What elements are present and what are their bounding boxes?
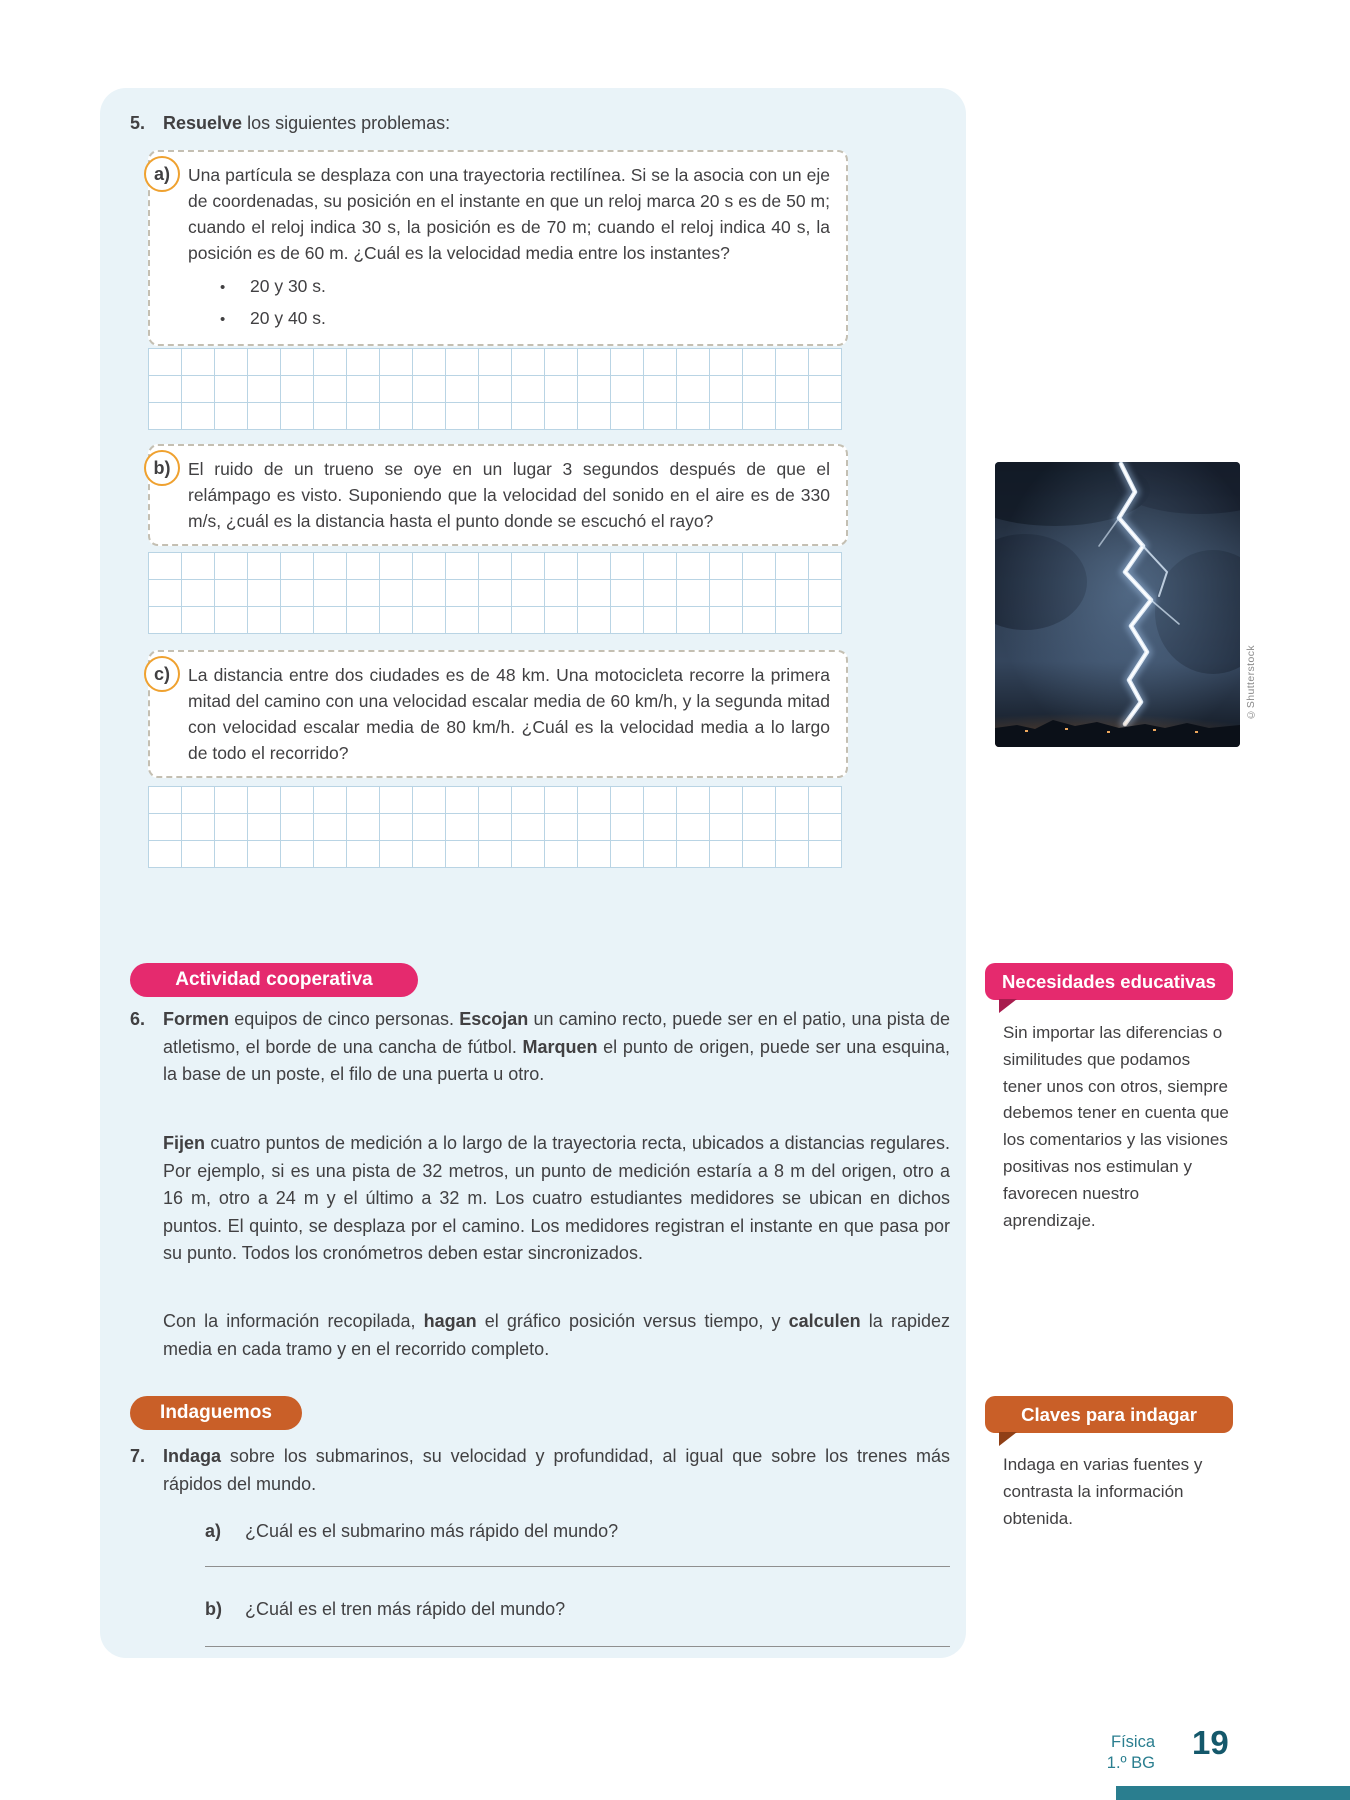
answer-grid-c — [148, 786, 842, 868]
lightning-photo — [995, 462, 1240, 747]
answer-grid-b — [148, 552, 842, 634]
exercise-6-number: 6. — [130, 1009, 146, 1029]
bullet-text: 20 y 30 s. — [250, 276, 326, 296]
problem-b-text: El ruido de un trueno se oye en un lugar 3 segundos después de que el relámpago es visto. Suponiendo que la velocidad del sonido en el aire es de 330 m/s, ¿cuál es la distancia hasta el punto donde se escuchó el rayo? — [188, 459, 830, 531]
question-b-text: ¿Cuál es el tren más rápido del mundo? — [245, 1599, 566, 1619]
problem-c-box — [148, 650, 848, 778]
problem-a-box — [148, 150, 848, 346]
exercise-5-title: Resuelve los siguientes problemas: — [163, 113, 451, 133]
footer-subject: Física — [1110, 1733, 1155, 1751]
problem-c-label: c) — [144, 656, 180, 692]
bullet-text: 20 y 40 s. — [250, 308, 326, 328]
question-a-row — [205, 1518, 618, 1545]
exercise-7-intro: Indaga sobre los submarinos, su velocidad y profundidad, al igual que sobre los trenes más rápidos del mundo. — [163, 1446, 950, 1494]
answer-line-b — [205, 1646, 950, 1647]
inquiry-keys-badge: Claves para indagar — [985, 1396, 1233, 1433]
footer-bar — [1116, 1786, 1350, 1800]
answer-grid-a — [148, 348, 842, 430]
inquire-badge: Indaguemos — [130, 1396, 302, 1430]
problem-a-bullet-2 — [188, 304, 830, 334]
question-b-row — [205, 1596, 565, 1623]
inquiry-keys-text: Indaga en varias fuentes y contrasta la información obtenida. — [1003, 1455, 1203, 1528]
footer-grade: 1.º BG — [1106, 1754, 1155, 1772]
lightning-illustration — [995, 462, 1240, 747]
problem-a-label: a) — [144, 156, 180, 192]
question-b-label: b) — [205, 1599, 222, 1619]
footer-subject-grade — [1030, 1732, 1155, 1774]
exercise-7-number: 7. — [130, 1446, 146, 1466]
bullet-icon: • — [220, 279, 226, 296]
photo-credit: ©Shutterstock — [1245, 645, 1257, 721]
special-needs-badge: Necesidades educativas — [985, 963, 1233, 1000]
problem-a-bullet-1 — [188, 272, 830, 302]
bullet-icon: • — [220, 311, 226, 328]
exercise-6-paragraph-1: Formen equipos de cinco personas. Escojan un camino recto, puede ser en el patio, una pista de atletismo, el borde de una cancha de fútbol. Marquen el punto de origen, puede ser una esquina, la base de un poste, el filo de una puerta u otro. — [163, 1009, 951, 1084]
exercise-5-number: 5. — [130, 113, 146, 133]
exercise-6-paragraph-2: Fijen cuatro puntos de medición a lo largo de la trayectoria recta, ubicados a distancias regulares. Por ejemplo, si es una pista de 32 metros, un punto de medición estaría a 8 m del origen, otro a 16 m, otro a 24 m y el último a 32 m. Los cuatro estudiantes medidores se ubican en dichos puntos. El quinto, se desplaza por el camino. Los medidores registran el instante en que pasa por su punto. Todos los cronómetros deben estar sincronizados. — [163, 1133, 950, 1263]
question-a-label: a) — [205, 1521, 222, 1541]
page-number: 19 — [1192, 1724, 1229, 1761]
problem-c-text: La distancia entre dos ciudades es de 48 km. Una motocicleta recorre la primera mitad del camino con una velocidad escalar media de 60 km/h, y la segunda mitad con velocidad escalar media de 80 km/h. ¿Cuál es la velocidad media a lo largo de todo el recorrido? — [188, 665, 830, 763]
problem-b-box — [148, 444, 848, 546]
answer-line-a — [205, 1566, 950, 1567]
exercise-6-paragraph-3: Con la información recopilada, hagan el gráfico posición versus tiempo, y calculen la rapidez media en cada tramo y en el recorrido completo. — [163, 1311, 950, 1359]
cooperative-activity-badge: Actividad cooperativa — [130, 963, 418, 997]
special-needs-text: Sin importar las diferencias o similitudes que podamos tener unos con otros, siempre debemos tener en cuenta que los comentarios y las visiones positivas nos estimulan y favorecen nuestro aprendizaje. — [1003, 1023, 1229, 1230]
problem-b-label: b) — [144, 450, 180, 486]
problem-a-text: Una partícula se desplaza con una trayectoria rectilínea. Si se la asocia con un eje de coordenadas, su posición en el instante en que un reloj marca 20 s es de 50 m; cuando el reloj indica 30 s, la posición es de 70 m; cuando el reloj indica 40 s, la posición es de 60 m. ¿Cuál es la velocidad media entre los instantes? — [188, 165, 830, 263]
question-a-text: ¿Cuál es el submarino más rápido del mundo? — [245, 1521, 619, 1541]
